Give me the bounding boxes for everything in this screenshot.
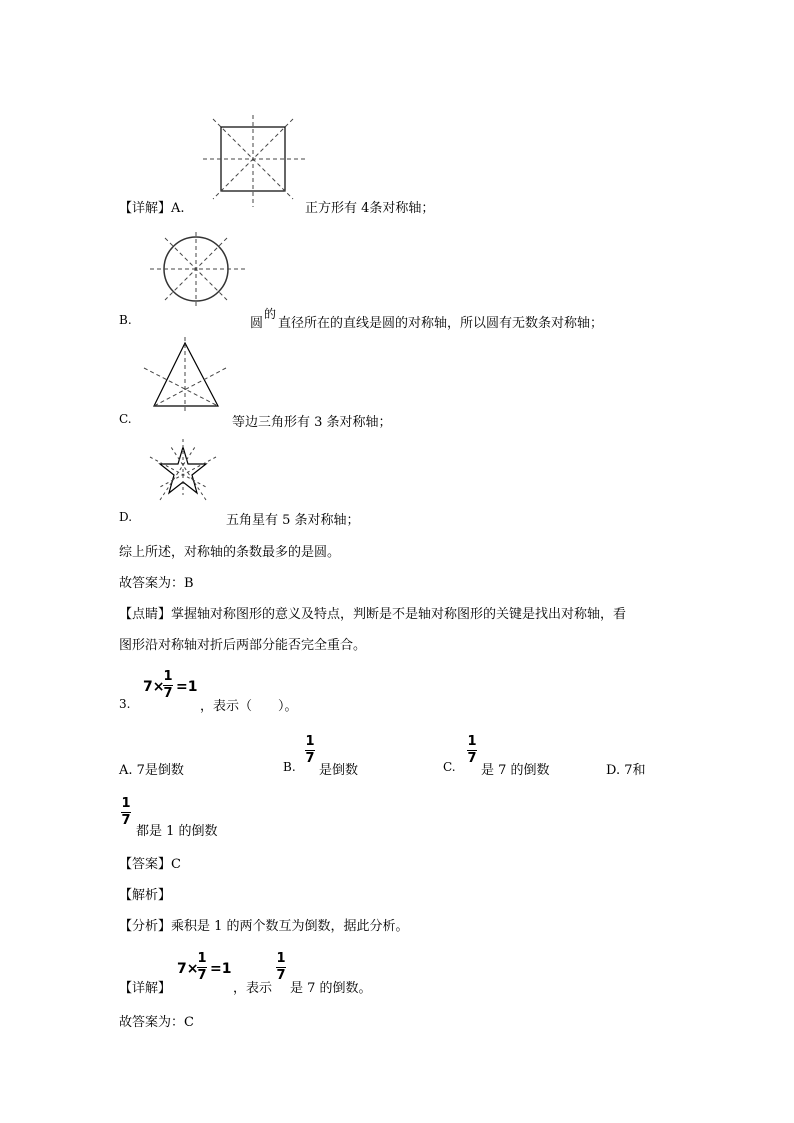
option-c-label: C. [443,760,456,774]
option-a: A. 7是倒数 [119,763,184,778]
item-b-text-de: 的 [264,307,277,321]
detail2-equation-right: =1 [210,961,232,977]
item-c-label: C. [119,412,132,426]
analysis-text: 【分析】乘积是 1 的两个数互为倒数，据此分析。 [119,919,409,934]
detail2-tag: 【详解】 [119,981,172,996]
item-c-text: 等边三角形有 3 条对称轴； [232,415,392,430]
square-symmetry-figure [195,110,315,230]
option-b-text: 是倒数 [319,763,359,778]
detail2-fraction: 1 7 [276,951,286,983]
item-b-label: B. [119,313,132,327]
option-d: D. 7和 [606,763,646,778]
triangle-symmetry-figure [140,333,250,423]
option-c-fraction: 1 7 [467,734,477,766]
summary-text: 综上所述，对称轴的条数最多的是圆。 [119,545,341,560]
star-symmetry-figure [140,435,230,515]
option-b-label: B. [283,760,296,774]
option-b-fraction: 1 7 [305,734,315,766]
item-a-text: 正方形有 4条对称轴； [305,201,435,216]
answer-line-1: 故答案为：B [119,576,194,591]
analysis-tag: 【解析】 [119,888,172,903]
option-d-fraction: 1 7 [121,796,131,828]
review-line-1: 【点睛】掌握轴对称图形的意义及特点，判断是不是轴对称图形的关键是找出对称轴，看 [119,607,627,622]
equation-right: =1 [176,679,198,695]
detail2-equation-left: 7× [177,961,199,977]
item-d-text: 五角星有 5 条对称轴； [226,513,360,528]
detail2-mid: ，表示 [233,981,273,996]
question-stem: ，表示（ ）。 [200,699,298,714]
circle-symmetry-figure [145,228,255,338]
detail2-end: 是 7 的倒数。 [290,981,372,996]
detail2-equation-fraction: 1 7 [197,951,207,983]
option-c-text: 是 7 的倒数 [481,763,550,778]
item-b-text: 直径所在的直线是圆的对称轴，所以圆有无数条对称轴； [278,316,604,331]
option-d-continued: 都是 1 的倒数 [136,824,218,839]
question-number: 3. [119,697,131,711]
item-d-label: D. [119,510,133,524]
answer-tag: 【答案】C [119,857,181,872]
item-b-text-start: 圆 [250,316,264,331]
review-line-2: 图形沿对称轴对折后两部分能否完全重合。 [119,638,367,653]
answer-line-2: 故答案为：C [119,1015,194,1030]
detail-intro: 【详解】A. [119,201,185,216]
equation-left: 7× [143,679,165,695]
equation-fraction: 1 7 [163,669,173,701]
